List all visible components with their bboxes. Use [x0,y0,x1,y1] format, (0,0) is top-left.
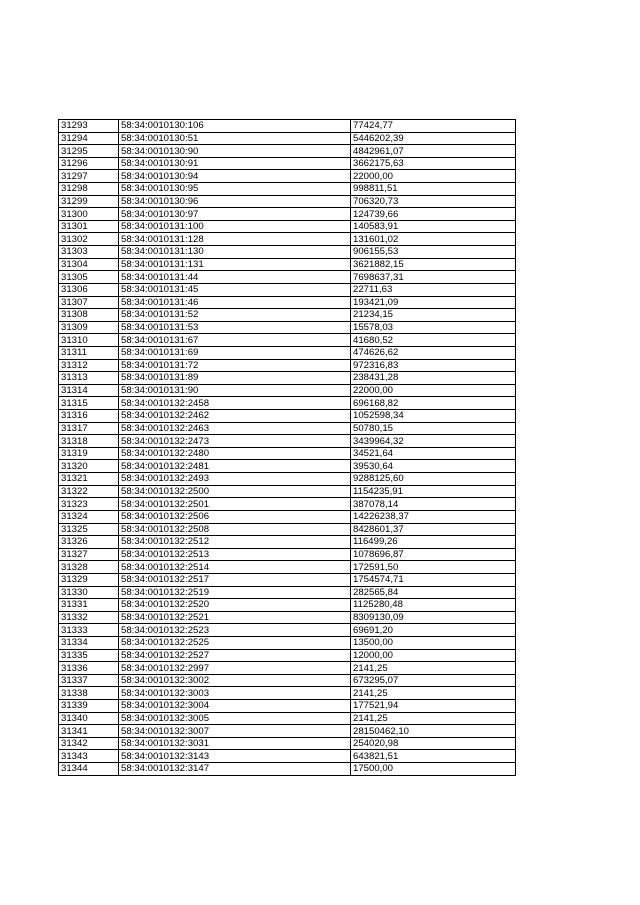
value-cell: 474626,62 [351,346,516,359]
table-row [59,649,516,662]
cadastral-number-cell: 58:34:0010130:96 [119,195,351,208]
value-cell: 3662175,63 [351,157,516,170]
row-number-cell: 31306 [59,283,119,296]
value-cell: 1754574,71 [351,573,516,586]
row-number-cell: 31295 [59,145,119,158]
table-row [59,586,516,599]
table-row [59,636,516,649]
cadastral-number-cell: 58:34:0010132:3002 [119,674,351,687]
cadastral-number-cell: 58:34:0010132:2525 [119,636,351,649]
row-number-cell: 31299 [59,195,119,208]
table-row [59,120,516,133]
row-number-cell: 31343 [59,750,119,763]
value-cell: 1052598,34 [351,410,516,423]
value-cell: 9288125,60 [351,473,516,486]
table-row [59,170,516,183]
table-row [59,435,516,448]
cadastral-number-cell: 58:34:0010132:2512 [119,536,351,549]
row-number-cell: 31329 [59,573,119,586]
cadastral-number-cell: 58:34:0010132:2462 [119,410,351,423]
value-cell: 77424,77 [351,120,516,133]
cadastral-number-cell: 58:34:0010131:46 [119,296,351,309]
table-row [59,498,516,511]
cadastral-number-cell: 58:34:0010130:106 [119,120,351,133]
table-row [59,183,516,196]
value-cell: 972316,83 [351,359,516,372]
row-number-cell: 31312 [59,359,119,372]
value-cell: 643821,51 [351,750,516,763]
value-cell: 7698637,31 [351,271,516,284]
value-cell: 140583,91 [351,220,516,233]
value-cell: 172591,50 [351,561,516,574]
value-cell: 22711,63 [351,283,516,296]
cadastral-number-cell: 58:34:0010132:2513 [119,548,351,561]
table-row [59,346,516,359]
data-table-body [59,120,516,776]
row-number-cell: 31307 [59,296,119,309]
row-number-cell: 31298 [59,183,119,196]
row-number-cell: 31313 [59,372,119,385]
table-row [59,536,516,549]
row-number-cell: 31333 [59,624,119,637]
row-number-cell: 31302 [59,233,119,246]
table-row [59,624,516,637]
value-cell: 8309130,09 [351,611,516,624]
row-number-cell: 31319 [59,447,119,460]
row-number-cell: 31294 [59,132,119,145]
value-cell: 193421,09 [351,296,516,309]
row-number-cell: 31340 [59,712,119,725]
table-row [59,258,516,271]
cadastral-number-cell: 58:34:0010132:2527 [119,649,351,662]
value-cell: 906155,53 [351,246,516,259]
row-number-cell: 31337 [59,674,119,687]
row-number-cell: 31324 [59,510,119,523]
data-table [58,119,516,776]
value-cell: 3621882,15 [351,258,516,271]
row-number-cell: 31308 [59,309,119,322]
table-row [59,132,516,145]
cadastral-number-cell: 58:34:0010132:2517 [119,573,351,586]
row-number-cell: 31314 [59,384,119,397]
table-row [59,674,516,687]
table-row [59,296,516,309]
table-row [59,334,516,347]
table-row [59,271,516,284]
cadastral-number-cell: 58:34:0010132:2997 [119,662,351,675]
cadastral-number-cell: 58:34:0010131:67 [119,334,351,347]
value-cell: 22000,00 [351,384,516,397]
table-row [59,473,516,486]
value-cell: 3439964,32 [351,435,516,448]
value-cell: 13500,00 [351,636,516,649]
row-number-cell: 31341 [59,725,119,738]
table-row [59,220,516,233]
value-cell: 50780,15 [351,422,516,435]
value-cell: 15578,03 [351,321,516,334]
row-number-cell: 31322 [59,485,119,498]
table-row [59,460,516,473]
value-cell: 12000,00 [351,649,516,662]
row-number-cell: 31335 [59,649,119,662]
table-row [59,599,516,612]
value-cell: 2141,25 [351,662,516,675]
value-cell: 14226238,37 [351,510,516,523]
value-cell: 34521,64 [351,447,516,460]
table-row [59,662,516,675]
cadastral-number-cell: 58:34:0010132:2493 [119,473,351,486]
cadastral-number-cell: 58:34:0010132:2481 [119,460,351,473]
cadastral-number-cell: 58:34:0010131:69 [119,346,351,359]
row-number-cell: 31317 [59,422,119,435]
table-row [59,573,516,586]
table-row [59,145,516,158]
value-cell: 28150462,10 [351,725,516,738]
value-cell: 131601,02 [351,233,516,246]
value-cell: 22000,00 [351,170,516,183]
row-number-cell: 31318 [59,435,119,448]
row-number-cell: 31334 [59,636,119,649]
table-row [59,283,516,296]
value-cell: 696168,82 [351,397,516,410]
cadastral-number-cell: 58:34:0010132:3003 [119,687,351,700]
row-number-cell: 31325 [59,523,119,536]
row-number-cell: 31342 [59,737,119,750]
cadastral-number-cell: 58:34:0010132:2520 [119,599,351,612]
cadastral-number-cell: 58:34:0010132:2521 [119,611,351,624]
cadastral-number-cell: 58:34:0010132:3031 [119,737,351,750]
cadastral-number-cell: 58:34:0010131:52 [119,309,351,322]
cadastral-number-cell: 58:34:0010132:2501 [119,498,351,511]
value-cell: 282565,84 [351,586,516,599]
cadastral-number-cell: 58:34:0010131:89 [119,372,351,385]
value-cell: 254020,98 [351,737,516,750]
table-row [59,410,516,423]
value-cell: 387078,14 [351,498,516,511]
row-number-cell: 31328 [59,561,119,574]
value-cell: 1078696,87 [351,548,516,561]
row-number-cell: 31321 [59,473,119,486]
value-cell: 998811,51 [351,183,516,196]
row-number-cell: 31303 [59,246,119,259]
table-row [59,712,516,725]
row-number-cell: 31326 [59,536,119,549]
table-row [59,372,516,385]
table-row [59,321,516,334]
cadastral-number-cell: 58:34:0010131:131 [119,258,351,271]
table-row [59,700,516,713]
value-cell: 177521,94 [351,700,516,713]
table-row [59,246,516,259]
table-row [59,763,516,776]
cadastral-number-cell: 58:34:0010131:100 [119,220,351,233]
row-number-cell: 31293 [59,120,119,133]
value-cell: 116499,26 [351,536,516,549]
cadastral-number-cell: 58:34:0010130:94 [119,170,351,183]
table-row [59,384,516,397]
value-cell: 39530,64 [351,460,516,473]
cadastral-number-cell: 58:34:0010131:44 [119,271,351,284]
table-row [59,195,516,208]
table-row [59,737,516,750]
table-row [59,208,516,221]
table-row [59,750,516,763]
cadastral-number-cell: 58:34:0010132:3147 [119,763,351,776]
cadastral-number-cell: 58:34:0010130:95 [119,183,351,196]
row-number-cell: 31331 [59,599,119,612]
row-number-cell: 31316 [59,410,119,423]
cadastral-number-cell: 58:34:0010132:2480 [119,447,351,460]
cadastral-number-cell: 58:34:0010130:51 [119,132,351,145]
row-number-cell: 31320 [59,460,119,473]
table-row [59,548,516,561]
cadastral-number-cell: 58:34:0010132:3005 [119,712,351,725]
table-row [59,561,516,574]
table-row [59,725,516,738]
row-number-cell: 31344 [59,763,119,776]
table-row [59,422,516,435]
table-row [59,233,516,246]
table-row [59,687,516,700]
cadastral-number-cell: 58:34:0010131:130 [119,246,351,259]
value-cell: 1154235,91 [351,485,516,498]
cadastral-number-cell: 58:34:0010131:45 [119,283,351,296]
cadastral-number-cell: 58:34:0010131:90 [119,384,351,397]
row-number-cell: 31338 [59,687,119,700]
row-number-cell: 31332 [59,611,119,624]
value-cell: 2141,25 [351,687,516,700]
cadastral-number-cell: 58:34:0010131:128 [119,233,351,246]
cadastral-number-cell: 58:34:0010132:2506 [119,510,351,523]
value-cell: 238431,28 [351,372,516,385]
value-cell: 673295,07 [351,674,516,687]
table-row [59,523,516,536]
row-number-cell: 31300 [59,208,119,221]
row-number-cell: 31301 [59,220,119,233]
cadastral-number-cell: 58:34:0010130:90 [119,145,351,158]
cadastral-number-cell: 58:34:0010132:2500 [119,485,351,498]
cadastral-number-cell: 58:34:0010132:2523 [119,624,351,637]
cadastral-number-cell: 58:34:0010132:2458 [119,397,351,410]
cadastral-number-cell: 58:34:0010131:53 [119,321,351,334]
cadastral-number-cell: 58:34:0010132:2473 [119,435,351,448]
row-number-cell: 31336 [59,662,119,675]
value-cell: 8428601,37 [351,523,516,536]
row-number-cell: 31309 [59,321,119,334]
row-number-cell: 31297 [59,170,119,183]
row-number-cell: 31305 [59,271,119,284]
value-cell: 2141,25 [351,712,516,725]
value-cell: 17500,00 [351,763,516,776]
row-number-cell: 31304 [59,258,119,271]
table-row [59,485,516,498]
value-cell: 5446202,39 [351,132,516,145]
row-number-cell: 31330 [59,586,119,599]
cadastral-number-cell: 58:34:0010132:3143 [119,750,351,763]
row-number-cell: 31327 [59,548,119,561]
table-row [59,510,516,523]
table-row [59,397,516,410]
cadastral-number-cell: 58:34:0010132:2514 [119,561,351,574]
cadastral-number-cell: 58:34:0010132:2508 [119,523,351,536]
row-number-cell: 31296 [59,157,119,170]
cadastral-number-cell: 58:34:0010130:97 [119,208,351,221]
row-number-cell: 31339 [59,700,119,713]
value-cell: 124739,66 [351,208,516,221]
value-cell: 1125280,48 [351,599,516,612]
row-number-cell: 31311 [59,346,119,359]
table-row [59,611,516,624]
row-number-cell: 31323 [59,498,119,511]
cadastral-number-cell: 58:34:0010131:72 [119,359,351,372]
cadastral-number-cell: 58:34:0010132:2519 [119,586,351,599]
table-row [59,157,516,170]
value-cell: 41680,52 [351,334,516,347]
cadastral-number-cell: 58:34:0010132:3004 [119,700,351,713]
value-cell: 69691,20 [351,624,516,637]
cadastral-number-cell: 58:34:0010132:2463 [119,422,351,435]
table-row [59,447,516,460]
cadastral-number-cell: 58:34:0010130:91 [119,157,351,170]
row-number-cell: 31310 [59,334,119,347]
value-cell: 4842961,07 [351,145,516,158]
value-cell: 21234,15 [351,309,516,322]
value-cell: 706320,73 [351,195,516,208]
table-row [59,309,516,322]
cadastral-number-cell: 58:34:0010132:3007 [119,725,351,738]
row-number-cell: 31315 [59,397,119,410]
table-row [59,359,516,372]
